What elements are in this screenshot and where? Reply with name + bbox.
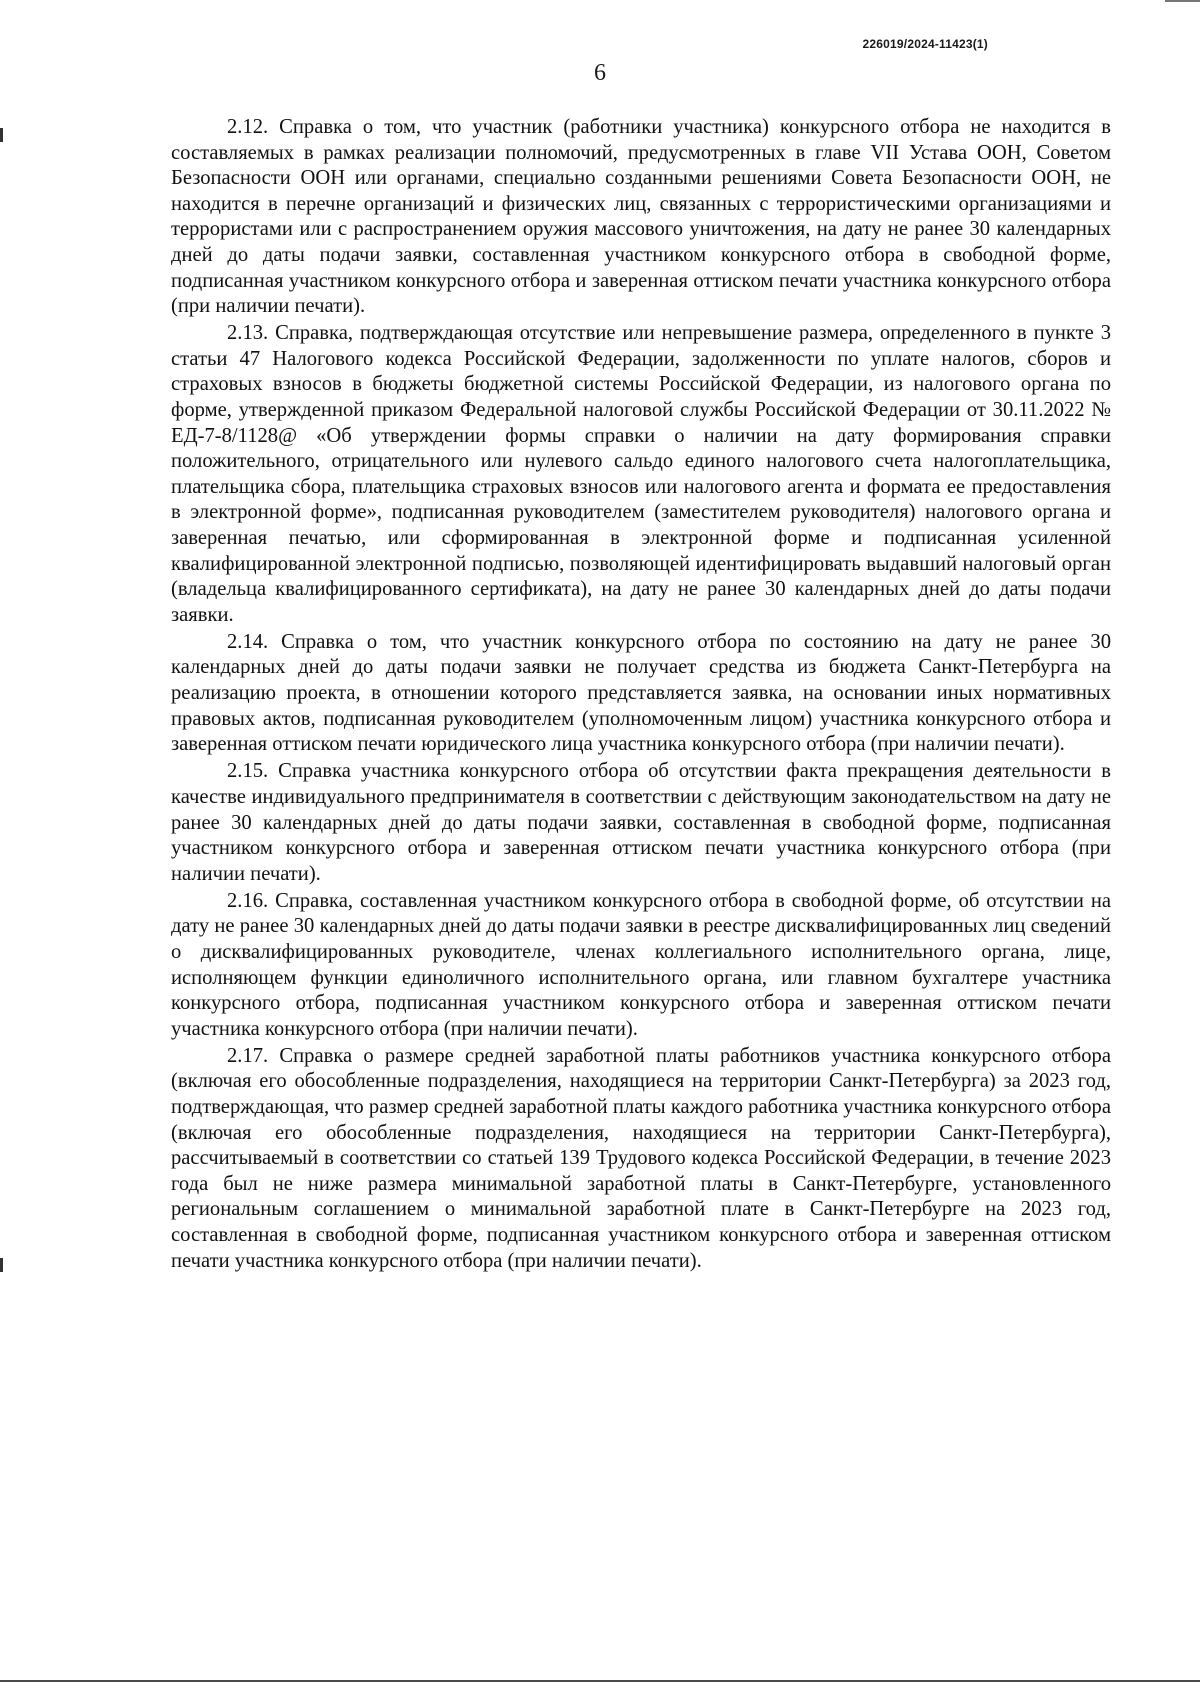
document-registration-number: 226019/2024-11423(1) (862, 37, 988, 51)
top-right-scan-mark (1165, 0, 1200, 2)
left-edge-scan-mark (0, 1258, 3, 1272)
paragraph-2-15: 2.15. Справка участника конкурсного отбора об отсутствии факта прекращения деятельности в качестве индивидуального предпринимателя в соответствии с действующим законодательством на дату не ранее 30 календарных дней до даты подачи заявки, составленная в свободной форме, подписанная участником конкурсного отбора и заверенная оттиском печати участника конкурсного отбора (при наличии печати). (171, 760, 1111, 885)
paragraph-2-16: 2.16. Справка, составленная участником конкурсного отбора в свободной форме, об отсутствии на дату не ранее 30 календарных дней до даты подачи заявки в реестре дисквалифицированных лиц сведений о дисквалифицированных руководителе, членах коллегиального исполнительного органа, лице, исполняющем функции единоличного исполнительного органа, или главном бухгалтере участника конкурсного отбора, подписанная участником конкурсного отбора и заверенная оттиском печати участника конкурсного отбора (при наличии печати). (171, 889, 1111, 1040)
bottom-scan-edge (0, 1680, 1200, 1682)
page-number: 6 (594, 60, 606, 86)
paragraph-2-17: 2.17. Справка о размере средней заработной платы работников участника конкурсного отбора (включая его обособленные подразделения, находящиеся на территории Санкт-Петербурга) за 2023 год, подтверждающая, что размер средней заработной платы каждого работника участника конкурсного отбора (включая его обособленные подразделения, находящиеся на территории Санкт-Петербурга), рассчитываемый в соответствии со статьей 139 Трудового кодекса Российской Федерации, в течение 2023 года был не ниже размера минимальной заработной платы в Санкт-Петербурге, установленного региональным соглашением о минимальной заработной плате в Санкт-Петербурге на 2023 год, составленная в свободной форме, подписанная участником конкурсного отбора и заверенная оттиском печати участника конкурсного отбора (при наличии печати). (171, 1044, 1111, 1272)
paragraph-2-14: 2.14. Справка о том, что участник конкурсного отбора по состоянию на дату не ранее 30 календарных дней до даты подачи заявки не получает средства из бюджета Санкт-Петербурга на реализацию проекта, в отношении которого представляется заявка, на основании иных нормативных правовых актов, подписанная руководителем (уполномоченным лицом) участника конкурсного отбора и заверенная оттиском печати юридического лица участника конкурсного отбора (при наличии печати). (171, 630, 1111, 756)
paragraph-2-12: 2.12. Справка о том, что участник (работники участника) конкурсного отбора не находится в составляемых в рамках реализации полномочий, предусмотренных в главе VII Устава ООН, Советом Безопасности ООН или органами, специально созданными решениями Совета Безопасности ООН, не находится в перечне организаций и физических лиц, связанных с террористическими организациями и террористами или с распространением оружия массового уничтожения, на дату не ранее 30 календарных дней до даты подачи заявки, составленная участником конкурсного отбора в свободной форме, подписанная участником конкурсного отбора и заверенная оттиском печати участника конкурсного отбора (при наличии печати). (171, 116, 1111, 318)
document-body (171, 115, 1111, 1276)
left-edge-scan-mark (0, 128, 3, 142)
paragraph-2-13: 2.13. Справка, подтверждающая отсутствие или непревышение размера, определенного в пункте 3 статьи 47 Налогового кодекса Российской Федерации, задолженности по уплате налогов, сборов и страховых взносов в бюджеты бюджетной системы Российской Федерации, из налогового органа по форме, утвержденной приказом Федеральной налоговой службы Российской Федерации от 30.11.2022 № ЕД-7-8/1128@ «Об утверждении формы справки о наличии на дату формирования справки положительного, отрицательного или нулевого сальдо единого налогового счета налогоплательщика, плательщика сбора, плательщика страховых взносов или налогового агента и формата ее предоставления в электронной форме», подписанная руководителем (заместителем руководителя) налогового органа и заверенная печатью, или сформированная в электронной форме и подписанная усиленной квалифицированной электронной подписью, позволяющей идентифицировать выдавший налоговый орган (владельца квалифицированного сертификата), на дату не ранее 30 календарных дней до даты подачи заявки. (171, 322, 1111, 626)
